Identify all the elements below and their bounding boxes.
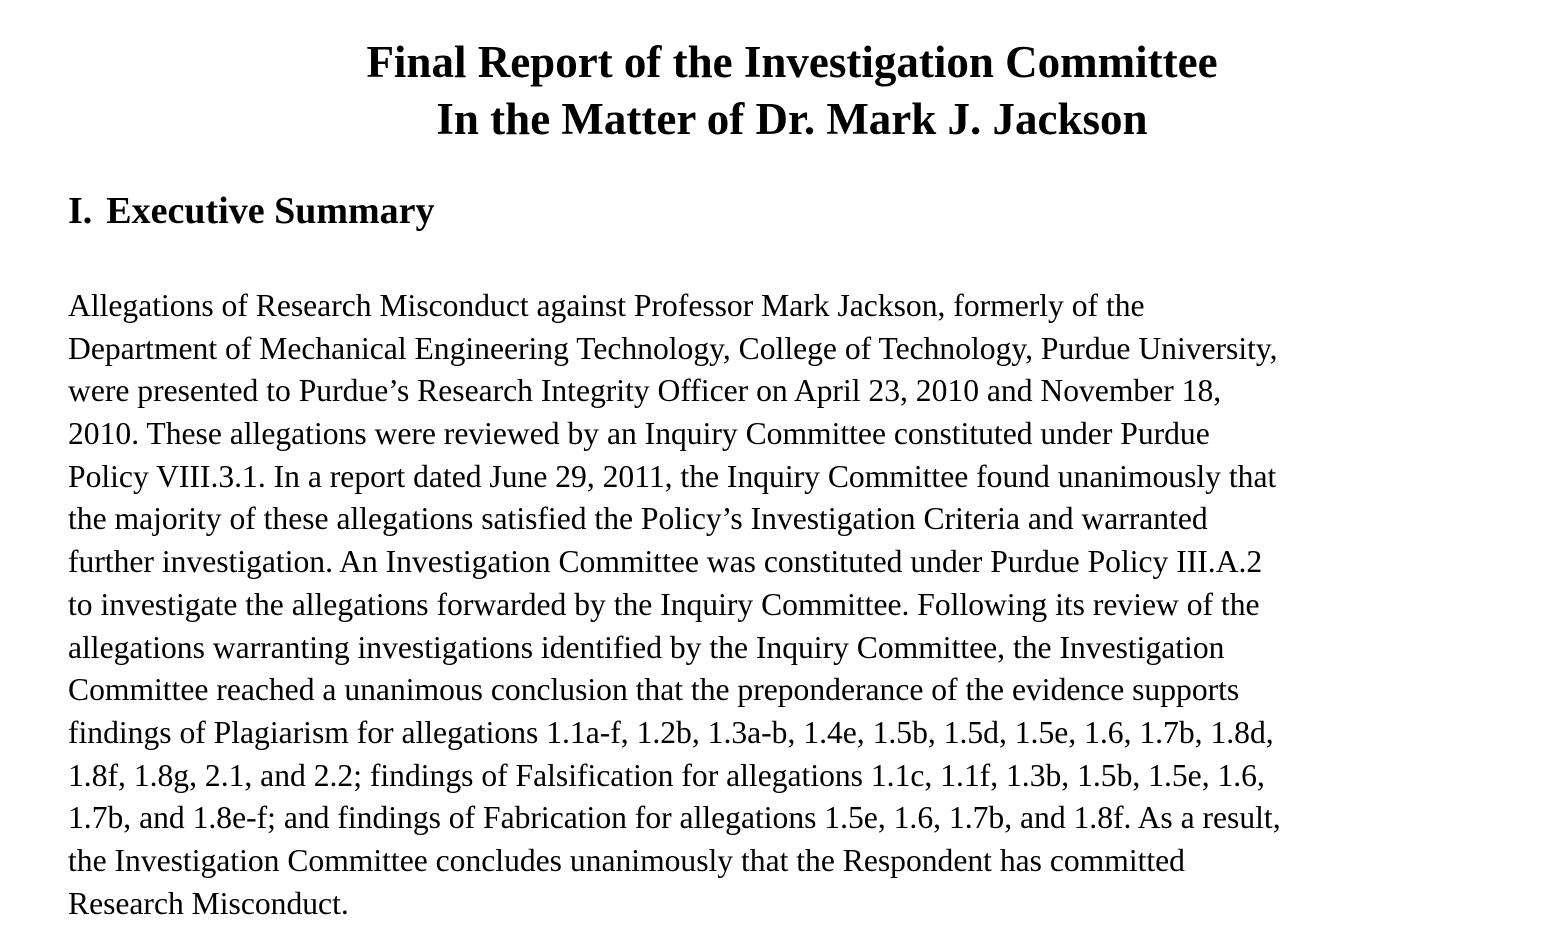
paragraph-line: Department of Mechanical Engineering Technology, College of Technology, Purdue University, — [68, 330, 1278, 366]
executive-summary-paragraph — [68, 285, 1518, 925]
title-line-2: In the Matter of Dr. Mark J. Jackson — [436, 94, 1148, 144]
section-title: Executive Summary — [106, 190, 435, 232]
paragraph-line: Research Misconduct. — [68, 885, 349, 921]
section-heading — [68, 186, 435, 236]
paragraph-line: were presented to Purdue’s Research Integrity Officer on April 23, 2010 and November 18, — [68, 373, 1222, 409]
paragraph-line: Committee reached a unanimous conclusion that the preponderance of the evidence supports — [68, 672, 1240, 708]
paragraph-line: 1.8f, 1.8g, 2.1, and 2.2; findings of Falsification for allegations 1.1c, 1.1f, 1.3b, 1.5b, 1.5e, 1.6, — [68, 757, 1265, 793]
paragraph-line: 1.7b, and 1.8e-f; and findings of Fabrication for allegations 1.5e, 1.6, 1.7b, and 1.8f. As a result, — [68, 800, 1281, 836]
title-line-1: Final Report of the Investigation Committee — [366, 37, 1218, 87]
paragraph-line: Allegations of Research Misconduct against Professor Mark Jackson, formerly of the — [68, 288, 1145, 323]
paragraph-line: allegations warranting investigations identified by the Inquiry Committee, the Investigation — [68, 629, 1225, 665]
report-title — [0, 34, 1550, 148]
paragraph-line: to investigate the allegations forwarded by the Inquiry Committee. Following its review of the — [68, 586, 1260, 622]
paragraph-line: further investigation. An Investigation Committee was constituted under Purdue Policy III.A.2 — [68, 544, 1263, 580]
paragraph-line: the majority of these allegations satisfied the Policy’s Investigation Criteria and warranted — [68, 501, 1208, 537]
paragraph-line: Policy VIII.3.1. In a report dated June 29, 2011, the Inquiry Committee found unanimously that — [68, 458, 1277, 494]
paragraph-line: 2010. These allegations were reviewed by an Inquiry Committee constituted under Purdue — [68, 416, 1210, 452]
section-number: I. — [68, 190, 93, 232]
paragraph-line: findings of Plagiarism for allegations 1.1a-f, 1.2b, 1.3a-b, 1.4e, 1.5b, 1.5d, 1.5e, 1.6, 1.7b, 1.8d, — [68, 714, 1274, 750]
paragraph-line: the Investigation Committee concludes unanimously that the Respondent has committed — [68, 842, 1185, 878]
